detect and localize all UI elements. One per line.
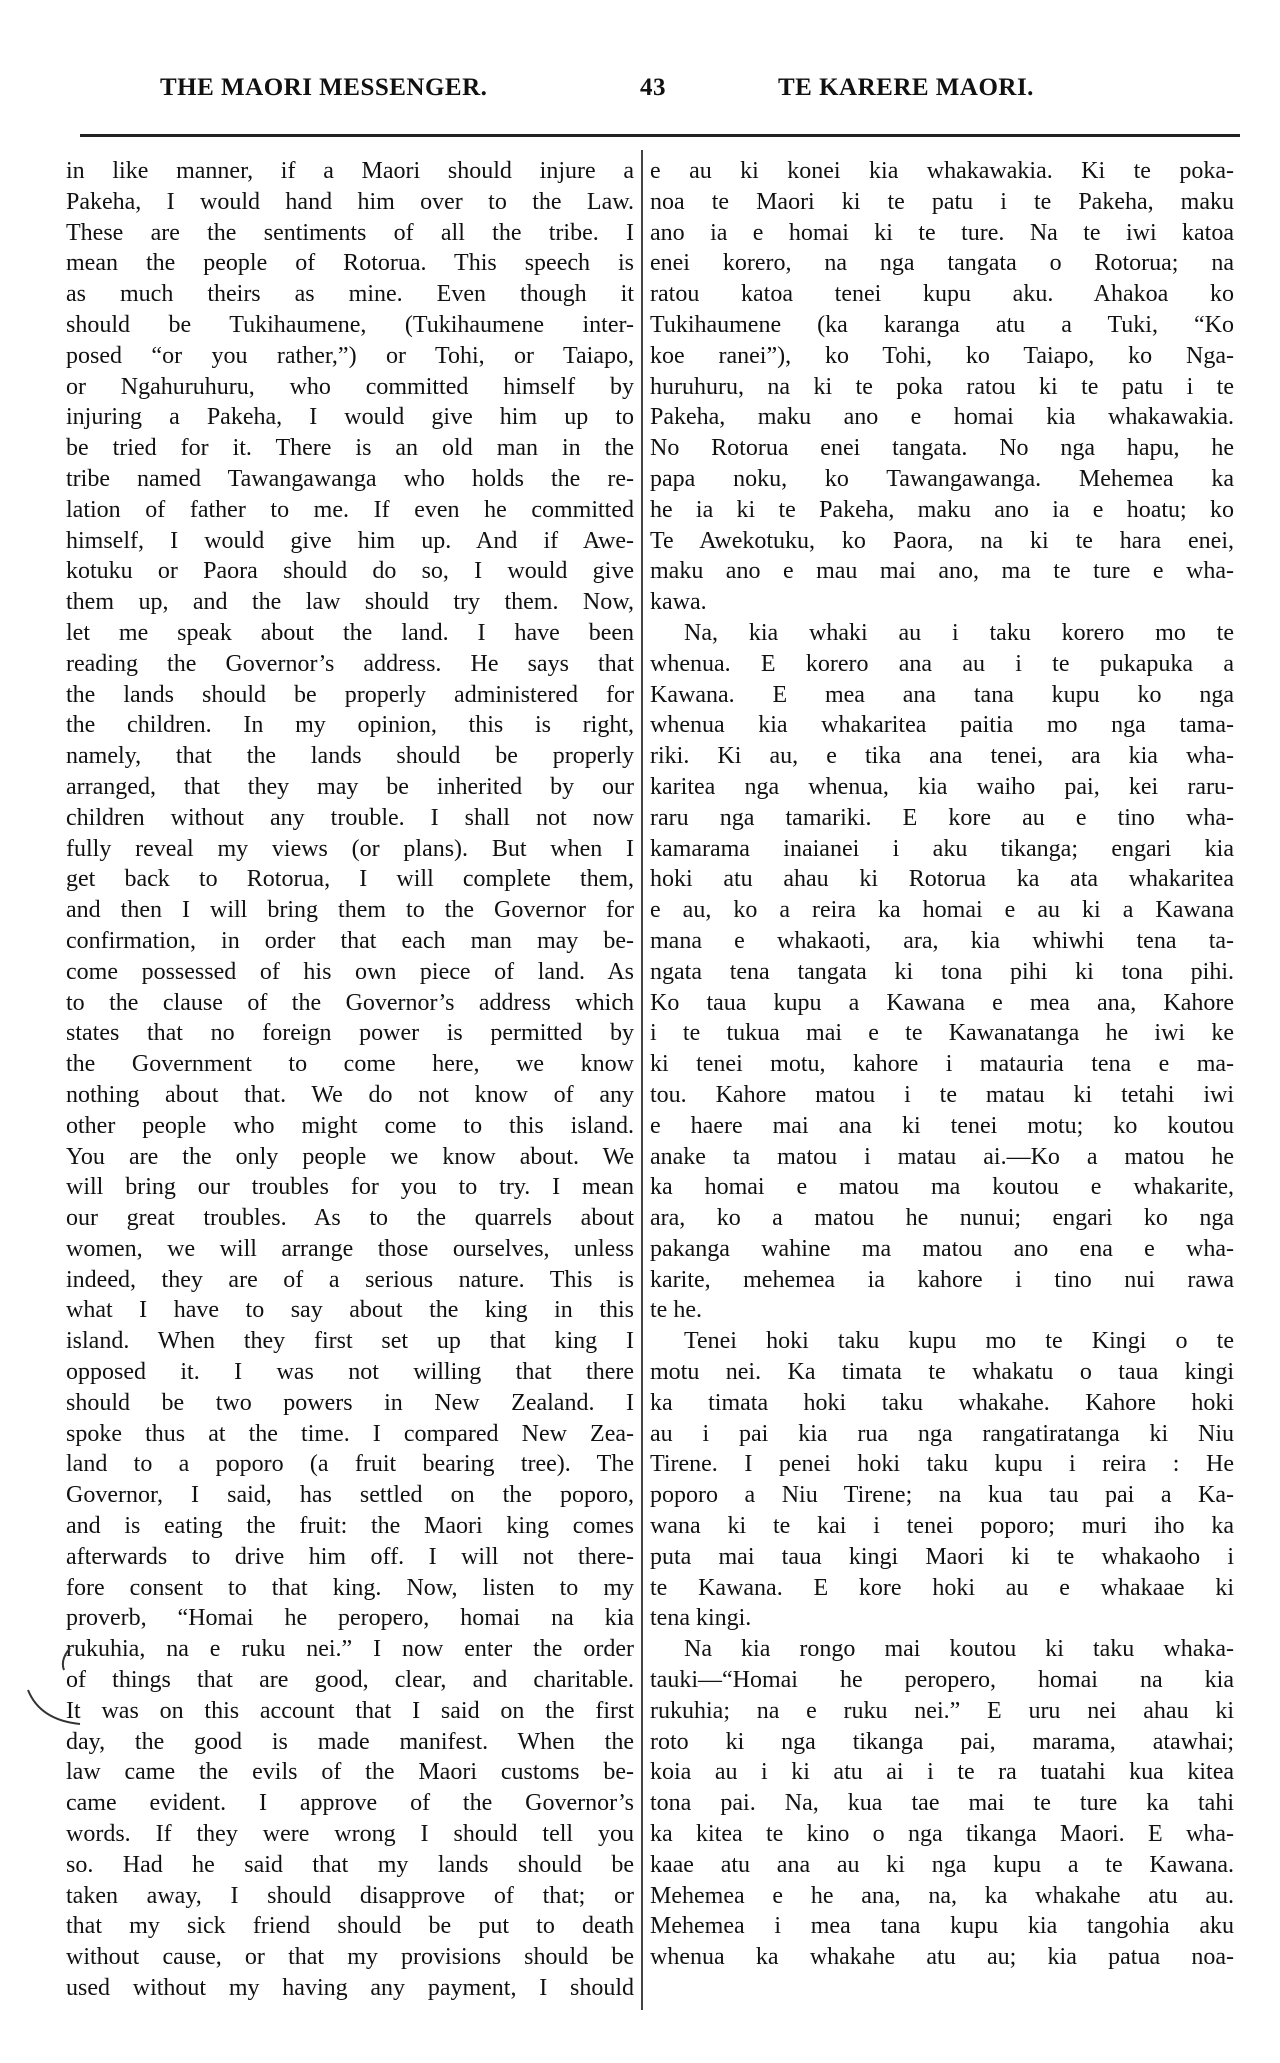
text-line: Ko taua kupu a Kawana e mea ana, Kahore (650, 989, 1234, 1016)
text-line: afterwards to drive him off. I will not there- (66, 1543, 634, 1570)
text-line: tou. Kahore matou i te matau ki tetahi iwi (650, 1081, 1234, 1108)
text-line: huruhuru, na ki te poka ratou ki te patu i te (650, 373, 1234, 400)
text-line: the children. In my opinion, this is right, (66, 712, 634, 739)
text-line: kamarama inaianei i aku tikanga; engari kia (650, 835, 1234, 862)
text-line: children without any trouble. I shall not now (66, 804, 634, 831)
text-line: our great troubles. As to the quarrels about (66, 1205, 634, 1232)
text-line: kaae atu ana au ki nga kupu a te Kawana. (650, 1851, 1234, 1878)
text-line: ka homai e matou ma koutou e whakarite, (650, 1174, 1234, 1201)
text-line: Na, kia whaki au i taku korero mo te (684, 619, 1234, 646)
column-divider (641, 150, 643, 2010)
text-line: words. If they were wrong I should tell you (66, 1821, 634, 1848)
text-line: Mehemea e he ana, na, ka whakahe atu au. (650, 1882, 1234, 1909)
text-line: of things that are good, clear, and charitable. (66, 1667, 634, 1694)
text-line: poporo a Niu Tirene; na kua tau pai a Ka- (650, 1482, 1234, 1509)
text-line: lation of father to me. If even he committed (66, 496, 634, 523)
text-line: opposed it. I was not willing that there (66, 1359, 634, 1386)
text-line: posed “or you rather,”) or Tohi, or Taiapo, (66, 342, 634, 369)
text-line: It was on this account that I said on the first (66, 1697, 634, 1724)
text-line: noa te Maori ki te patu i te Pakeha, maku (650, 188, 1234, 215)
text-line: pakanga wahine ma matou ano ena e wha- (650, 1235, 1234, 1262)
text-line: should be two powers in New Zealand. I (66, 1389, 634, 1416)
text-line: You are the only people we know about. We (66, 1143, 634, 1170)
text-line: anake ta matou i matau ai.—Ko a matou he (650, 1143, 1234, 1170)
text-line: land to a poporo (a fruit bearing tree). The (66, 1451, 634, 1478)
text-line: karitea nga whenua, kia waiho pai, kei raru- (650, 773, 1234, 800)
text-line: them up, and the law should try them. Now, (66, 589, 634, 616)
masthead-english-title: THE MAORI MESSENGER. (160, 74, 488, 101)
text-line: and is eating the fruit: the Maori king comes (66, 1513, 634, 1540)
text-line: should be Tukihaumene, (Tukihaumene inter- (66, 311, 634, 338)
text-line: wana ki te kai i tenei poporo; muri iho ka (650, 1513, 1234, 1540)
masthead-maori-title: TE KARERE MAORI. (778, 74, 1034, 101)
text-line: maku ano e mau mai ano, ma te ture e wha- (650, 558, 1234, 585)
text-line: ara, ko a matou he nunui; engari ko nga (650, 1205, 1234, 1232)
text-line: Tirene. I penei hoki taku kupu i reira : He (650, 1451, 1234, 1478)
page-number: 43 (640, 74, 666, 101)
text-line: mana e whakaoti, ara, kia whiwhi tena ta- (650, 927, 1234, 954)
text-line: No Rotorua enei tangata. No nga hapu, he (650, 435, 1234, 462)
text-line: injuring a Pakeha, I would give him up to (66, 404, 634, 431)
text-line: koia au i ki atu ai i te ra tuatahi kua kitea (650, 1759, 1234, 1786)
text-line: used without my having any payment, I should (66, 1975, 634, 2002)
text-line: te Kawana. E kore hoki au e whakaae ki (650, 1574, 1234, 1601)
text-line: kotuku or Paora should do so, I would give (66, 558, 634, 585)
text-line: arranged, that they may be inherited by our (66, 773, 634, 800)
text-line: ngata tena tangata ki tona pihi ki tona pihi. (650, 958, 1234, 985)
text-line: get back to Rotorua, I will complete them, (66, 866, 634, 893)
text-line: fore consent to that king. Now, listen to my (66, 1574, 634, 1601)
text-line: whenua. E korero ana au i te pukapuka a (650, 650, 1234, 677)
text-line: ratou katoa tenei kupu aku. Ahakoa ko (650, 281, 1234, 308)
text-line: e au ki konei kia whakawakia. Ki te poka- (650, 158, 1234, 184)
text-line: ki tenei motu, kahore i matauria tena e ma- (650, 1051, 1234, 1078)
text-line: so. Had he said that my lands should be (66, 1851, 634, 1878)
text-line: Governor, I said, has settled on the poporo, (66, 1482, 634, 1509)
text-line: mean the people of Rotorua. This speech is (66, 250, 634, 277)
text-line: e haere mai ana ki tenei motu; ko koutou (650, 1112, 1234, 1139)
text-line: motu nei. Ka timata te whakatu o taua kingi (650, 1359, 1234, 1386)
text-line: hoki atu ahau ki Rotorua ka ata whakaritea (650, 866, 1234, 893)
text-line: Tenei hoki taku kupu mo te Kingi o te (684, 1328, 1234, 1355)
text-line: rukuhia; na e ruku nei.” E uru nei ahau ki (650, 1697, 1234, 1724)
text-line: tribe named Tawangawanga who holds the re- (66, 465, 634, 492)
text-line: island. When they first set up that king I (66, 1328, 634, 1355)
text-line: to the clause of the Governor’s address which (66, 989, 634, 1016)
text-line: rukuhia, na e ruku nei.” I now enter the order (66, 1636, 634, 1663)
text-line: kawa. (650, 589, 707, 616)
text-line: other people who might come to this island. (66, 1112, 634, 1139)
text-line: what I have to say about the king in this (66, 1297, 634, 1324)
text-line: in like manner, if a Maori should injure a (66, 158, 634, 184)
text-line: came evident. I approve of the Governor’s (66, 1790, 634, 1817)
text-line: i te tukua mai e te Kawanatanga he iwi ke (650, 1020, 1234, 1047)
text-line: states that no foreign power is permitted by (66, 1020, 634, 1047)
text-line: raru nga tamariki. E kore au e tino wha- (650, 804, 1234, 831)
text-line: enei korero, na nga tangata o Rotorua; na (650, 250, 1234, 277)
text-line: puta mai taua kingi Maori ki te whakaoho i (650, 1543, 1234, 1570)
text-line: the Government to come here, we know (66, 1051, 634, 1078)
text-line: whenua ka whakahe atu au; kia patua noa- (650, 1944, 1234, 1971)
text-line: Pakeha, I would hand him over to the Law. (66, 188, 634, 215)
text-line: the lands should be properly administered for (66, 681, 634, 708)
text-line: Pakeha, maku ano e homai kia whakawakia. (650, 404, 1234, 431)
text-line: ano ia e homai ki te ture. Na te iwi katoa (650, 219, 1234, 246)
text-line: reading the Governor’s address. He says that (66, 650, 634, 677)
text-line: fully reveal my views (or plans). But when I (66, 835, 634, 862)
text-line: au i pai kia rua nga rangatiratanga ki Niu (650, 1420, 1234, 1447)
text-line: day, the good is made manifest. When the (66, 1728, 634, 1755)
text-line: koe ranei”), ko Tohi, ko Taiapo, ko Nga- (650, 342, 1234, 369)
maori-column (650, 156, 1234, 1973)
text-line: papa noku, ko Tawangawanga. Mehemea ka (650, 465, 1234, 492)
text-line: Tukihaumene (ka karanga atu a Tuki, “Ko (650, 311, 1234, 338)
text-line: te he. (650, 1297, 702, 1324)
text-line: karite, mehemea ia kahore i tino nui rawa (650, 1266, 1234, 1293)
text-line: roto ki nga tikanga pai, marama, atawhai; (650, 1728, 1234, 1755)
text-line: as much theirs as mine. Even though it (66, 281, 634, 308)
text-line: Te Awekotuku, ko Paora, na ki te hara enei, (650, 527, 1234, 554)
text-line: taken away, I should disapprove of that; or (66, 1882, 634, 1909)
handwritten-margin-mark (20, 1640, 90, 1730)
text-line: let me speak about the land. I have been (66, 619, 634, 646)
english-column (66, 156, 634, 2004)
text-line: ka kitea te kino o nga tikanga Maori. E wha- (650, 1821, 1234, 1848)
text-line: that my sick friend should be put to death (66, 1913, 634, 1940)
text-line: namely, that the lands should be properly (66, 743, 634, 770)
text-line: and then I will bring them to the Governor for (66, 897, 634, 924)
text-line: will bring our troubles for you to try. I mean (66, 1174, 634, 1201)
text-line: women, we will arrange those ourselves, unless (66, 1235, 634, 1262)
header-rule (80, 134, 1240, 137)
text-line: These are the sentiments of all the tribe. I (66, 219, 634, 246)
text-line: e au, ko a reira ka homai e au ki a Kawana (650, 897, 1234, 924)
text-line: Na kia rongo mai koutou ki taku whaka- (684, 1636, 1234, 1663)
text-line: tena kingi. (650, 1605, 752, 1632)
text-line: nothing about that. We do not know of any (66, 1081, 634, 1108)
text-line: tona pai. Na, kua tae mai te ture ka tahi (650, 1790, 1234, 1817)
text-line: himself, I would give him up. And if Awe- (66, 527, 634, 554)
text-line: confirmation, in order that each man may be- (66, 927, 634, 954)
text-line: law came the evils of the Maori customs be- (66, 1759, 634, 1786)
text-line: indeed, they are of a serious nature. This is (66, 1266, 634, 1293)
text-line: be tried for it. There is an old man in the (66, 435, 634, 462)
text-line: tauki—“Homai he peropero, homai na kia (650, 1667, 1234, 1694)
text-line: ka timata hoki taku whakahe. Kahore hoki (650, 1389, 1234, 1416)
text-line: proverb, “Homai he peropero, homai na kia (66, 1605, 634, 1632)
text-line: whenua kia whakaritea paitia mo nga tama- (650, 712, 1234, 739)
text-line: come possessed of his own piece of land. As (66, 958, 634, 985)
text-line: riki. Ki au, e tika ana tenei, ara kia wha- (650, 743, 1234, 770)
text-line: spoke thus at the time. I compared New Zea- (66, 1420, 634, 1447)
text-line: or Ngahuruhuru, who committed himself by (66, 373, 634, 400)
text-line: without cause, or that my provisions should be (66, 1944, 634, 1971)
text-line: Kawana. E mea ana tana kupu ko nga (650, 681, 1234, 708)
text-line: he ia ki te Pakeha, maku ano ia e hoatu; ko (650, 496, 1234, 523)
text-line: Mehemea i mea tana kupu kia tangohia aku (650, 1913, 1234, 1940)
